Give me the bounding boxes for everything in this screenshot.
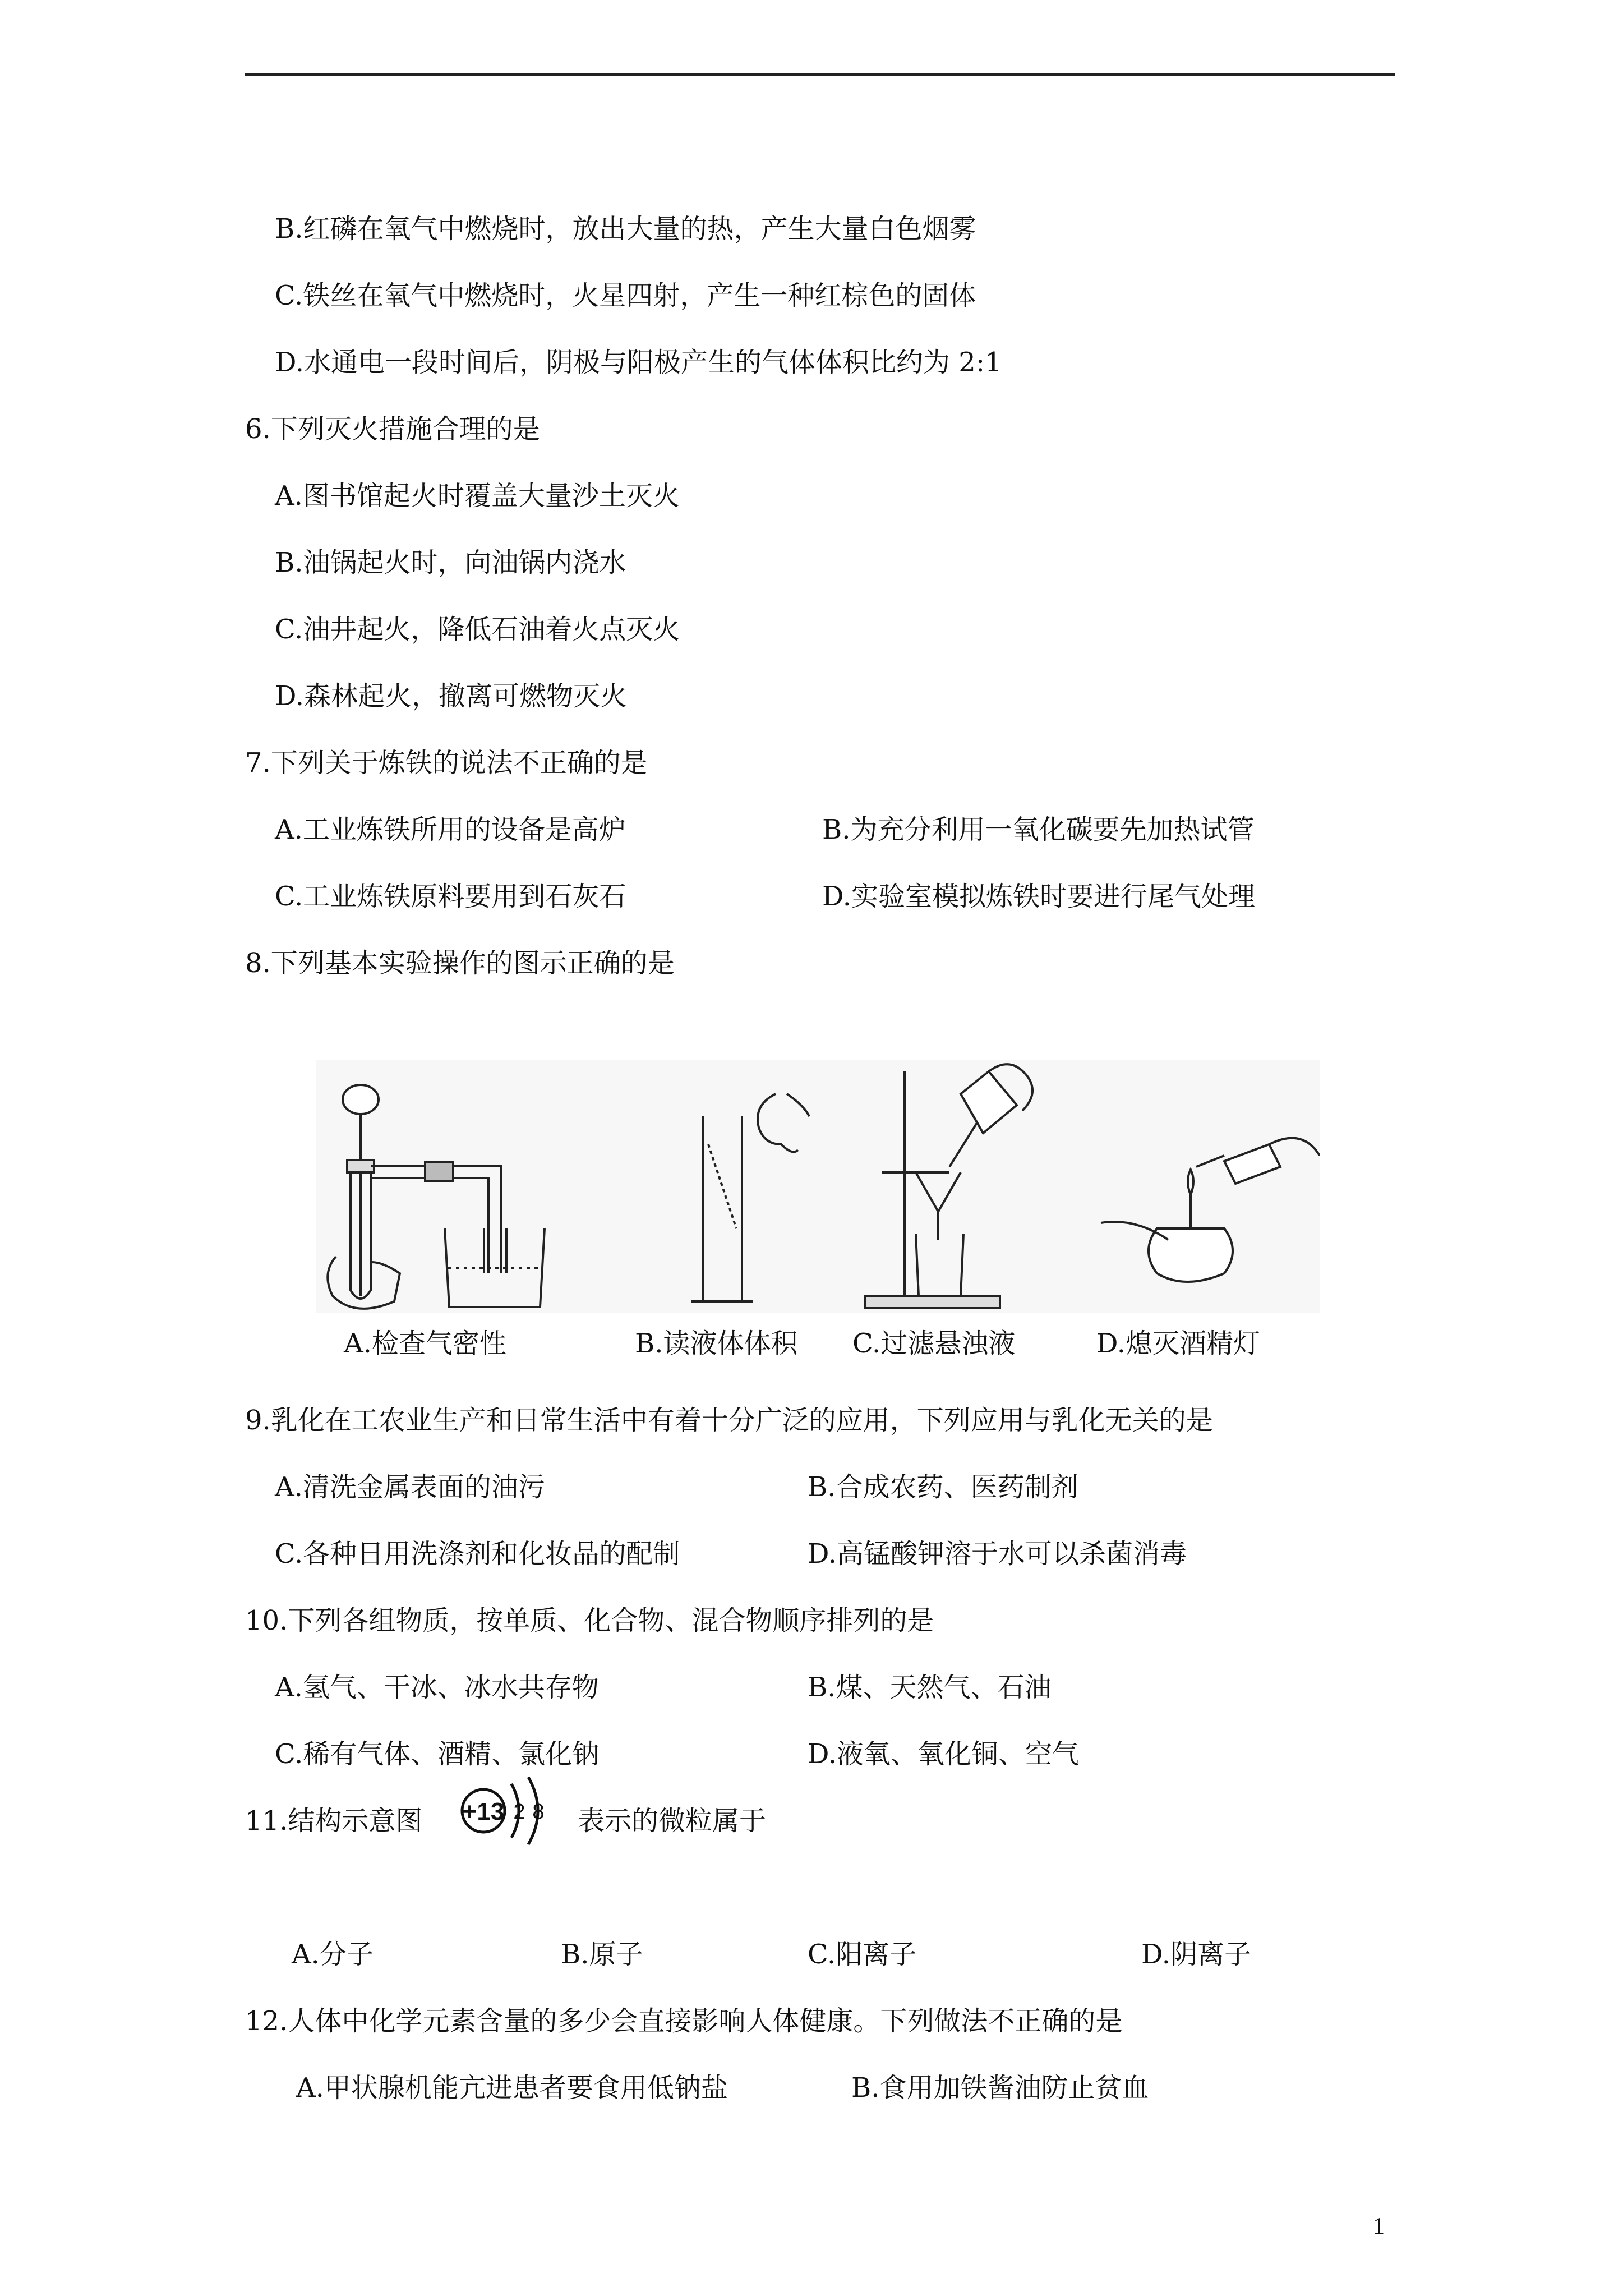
q7-option-c: C.工业炼铁原料要用到石灰石 [275, 881, 626, 912]
q8-caption-a: A.检查气密性 [344, 1328, 506, 1359]
page-number: 1 [1373, 2214, 1385, 2239]
q12-option-a: A.甲状腺机能亢进患者要食用低钠盐 [296, 2072, 728, 2104]
q8-stem: 8.下列基本实验操作的图示正确的是 [245, 947, 675, 979]
q11-stem-suffix: 表示的微粒属于 [578, 1805, 767, 1837]
q10-option-b: B.煤、天然气、石油 [808, 1672, 1052, 1703]
q8-caption-b: B.读液体体积 [635, 1328, 798, 1359]
q6-stem: 6.下列灭火措施合理的是 [245, 413, 540, 445]
q8-experiment-figure [316, 1060, 1320, 1313]
q8-caption-c: C.过滤悬浊液 [852, 1328, 1016, 1359]
q9-option-a: A.清洗金属表面的油污 [275, 1471, 545, 1503]
q6-option-b: B.油锅起火时，向油锅内浇水 [275, 547, 626, 578]
q12-stem: 12.人体中化学元素含量的多少会直接影响人体健康。下列做法不正确的是 [245, 2005, 1123, 2037]
q7-option-d: D.实验室模拟炼铁时要进行尾气处理 [822, 881, 1256, 912]
q10-option-a: A.氢气、干冰、冰水共存物 [275, 1672, 599, 1703]
q11-stem-prefix: 11.结构示意图 [245, 1805, 423, 1837]
shell-1-electrons: 2 [513, 1800, 525, 1824]
nucleus-charge: +13 [462, 1798, 505, 1825]
q11-option-d: D.阴离子 [1141, 1939, 1252, 1970]
q11-option-c: C.阳离子 [808, 1939, 917, 1970]
q11-option-b: B.原子 [561, 1939, 643, 1970]
q8-caption-d: D.熄灭酒精灯 [1096, 1328, 1261, 1359]
q10-option-d: D.液氧、氧化铜、空气 [808, 1738, 1080, 1770]
q7-option-b: B.为充分利用一氧化碳要先加热试管 [822, 814, 1255, 845]
q6-option-a: A.图书馆起火时覆盖大量沙土灭火 [275, 480, 680, 512]
shell-2-electrons: 8 [532, 1800, 545, 1824]
atom-structure-diagram [454, 1772, 555, 1850]
q9-option-b: B.合成农药、医药制剂 [808, 1471, 1078, 1503]
q12-option-b: B.食用加铁酱油防止贫血 [851, 2072, 1149, 2104]
q7-stem: 7.下列关于炼铁的说法不正确的是 [245, 747, 648, 779]
header-rule [245, 73, 1395, 76]
q5-option-b: B.红磷在氧气中燃烧时，放出大量的热，产生大量白色烟雾 [275, 213, 976, 245]
q9-stem: 9.乳化在工农业生产和日常生活中有着十分广泛的应用，下列应用与乳化无关的是 [245, 1405, 1213, 1436]
q5-option-c: C.铁丝在氧气中燃烧时，火星四射，产生一种红棕色的固体 [275, 280, 976, 311]
q10-stem: 10.下列各组物质，按单质、化合物、混合物顺序排列的是 [245, 1605, 934, 1636]
q11-option-a: A.分子 [292, 1939, 374, 1970]
q6-option-c: C.油井起火，降低石油着火点灭火 [275, 614, 680, 645]
q6-option-d: D.森林起火，撤离可燃物灭火 [275, 680, 628, 712]
q9-option-d: D.高锰酸钾溶于水可以杀菌消毒 [808, 1538, 1187, 1570]
q5-option-d: D.水通电一段时间后，阴极与阳极产生的气体体积比约为 2:1 [275, 347, 1002, 378]
q9-option-c: C.各种日用洗涤剂和化妆品的配制 [275, 1538, 680, 1570]
q10-option-c: C.稀有气体、酒精、氯化钠 [275, 1738, 600, 1770]
q7-option-a: A.工业炼铁所用的设备是高炉 [275, 814, 626, 845]
